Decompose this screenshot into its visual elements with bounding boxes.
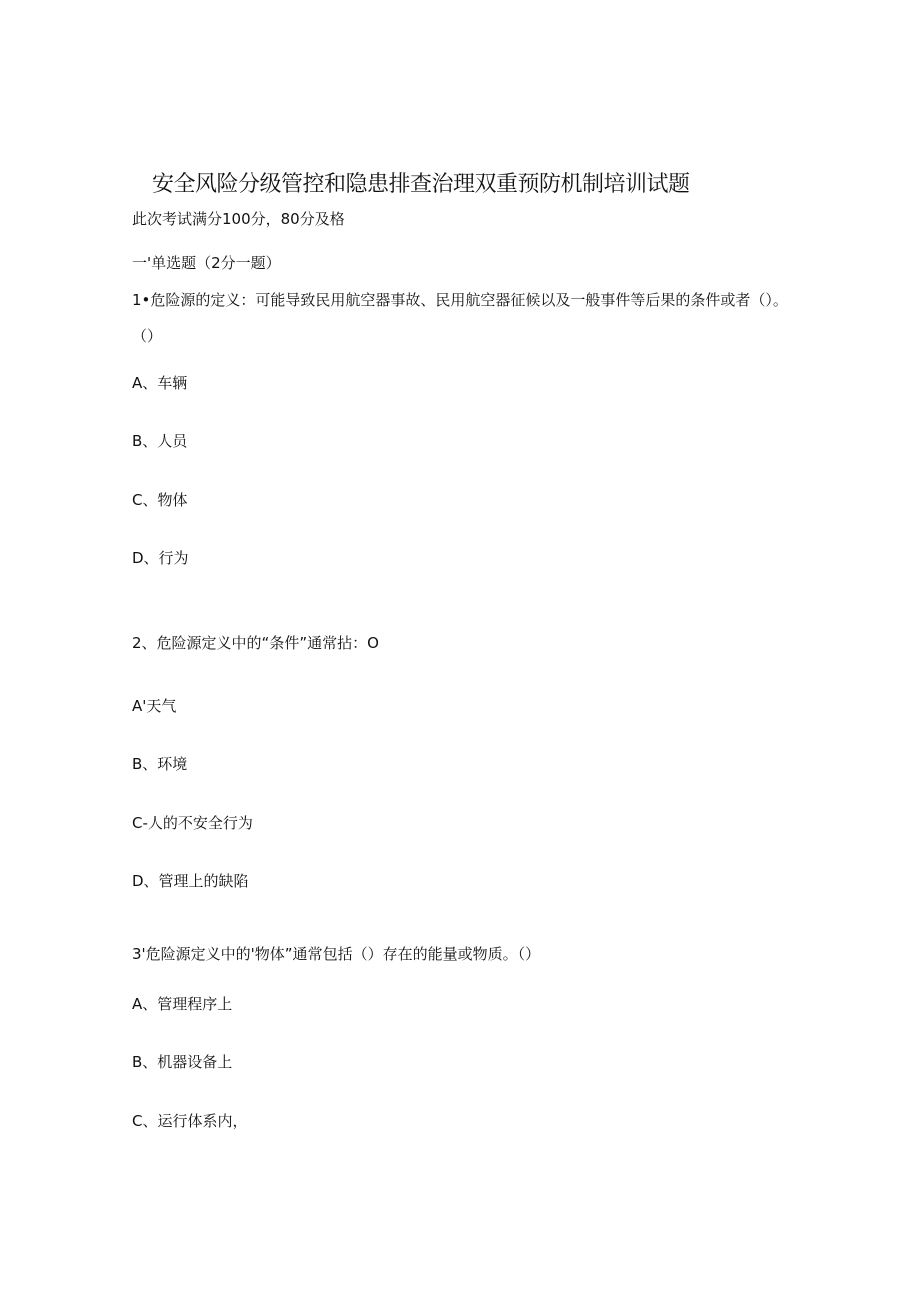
question-1-option-c: C、物体 xyxy=(132,491,188,509)
question-2-option-a: A'天气 xyxy=(132,697,177,715)
question-1-option-b: B、人员 xyxy=(132,432,188,450)
question-2-option-d: D、管理上的缺陷 xyxy=(132,872,249,890)
question-1-option-d: D、行为 xyxy=(132,549,189,567)
question-3-option-c: C、运行体系内， xyxy=(132,1112,248,1130)
question-3-text: 3'危险源定义中的'物体”通常包括（）存在的能量或物质。（） xyxy=(132,945,541,963)
question-2-option-c: C-人的不安全行为 xyxy=(132,814,253,832)
exam-score-note: 此次考试满分100分，80分及格 xyxy=(132,210,345,228)
question-2-option-b: B、环境 xyxy=(132,755,188,773)
question-2-text: 2、危险源定义中的“条件”通常拈：O xyxy=(132,634,379,652)
question-1-text: 1•危险源的定义：可能导致民用航空器事故、民用航空器征候以及一般事件等后果的条件或者（）。（） xyxy=(132,291,788,345)
document-title: 安全风险分级管控和隐患排查治理双重预防机制培训试题 xyxy=(152,172,690,197)
section-heading: 一'单选题（2分一题） xyxy=(132,254,281,272)
question-1-option-a: A、车辆 xyxy=(132,374,188,392)
question-3-option-b: B、机器设备上 xyxy=(132,1053,233,1071)
question-3-option-a: A、管理程序上 xyxy=(132,995,233,1013)
